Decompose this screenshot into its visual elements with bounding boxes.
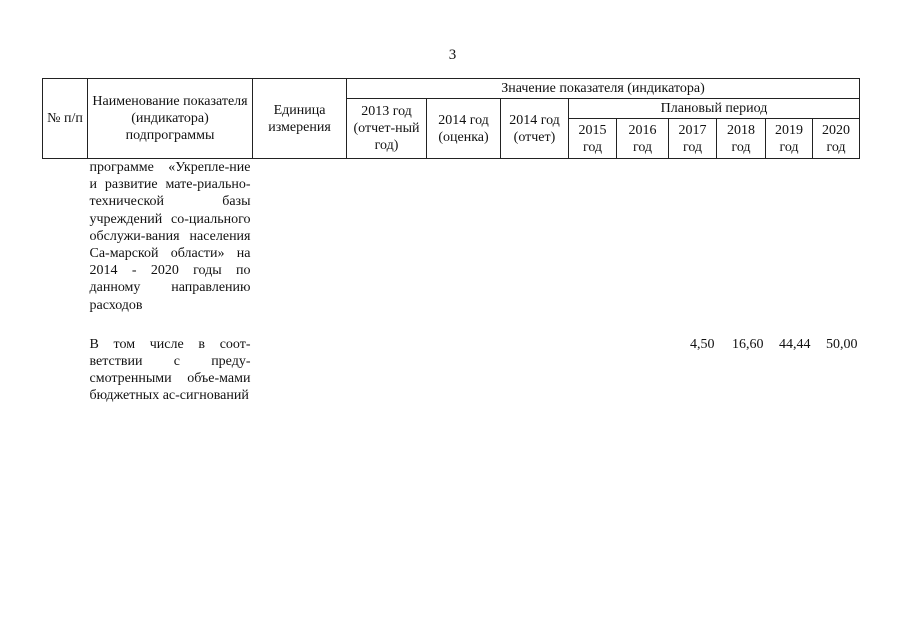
header-2014-estimate-text: 2014 год (оценка) (438, 112, 489, 145)
header-2014-report (501, 99, 569, 159)
header-2014-estimate (427, 99, 501, 159)
row-value-2015 (569, 336, 617, 405)
row-spacer (43, 314, 860, 336)
header-year-2017-text: 2017 год (678, 122, 707, 155)
row-value-2019 (766, 159, 813, 314)
row-2014-estimate-cell (427, 336, 501, 405)
header-values-group (347, 79, 860, 99)
table-row (43, 336, 860, 405)
header-unit-text: Единица измерения (268, 102, 331, 135)
row-value-2019: 44,44 (779, 336, 811, 352)
header-planned-period-text: Плановый период (660, 101, 768, 116)
row-2013-cell (347, 159, 427, 314)
header-year-2018 (717, 119, 766, 159)
row-value-2015 (569, 159, 617, 314)
header-year-2015-text: 2015 год (578, 122, 607, 155)
header-year-2015 (569, 119, 617, 159)
row-number-cell (43, 159, 88, 314)
header-2013 (347, 99, 427, 159)
row-number-cell (43, 336, 88, 405)
header-unit (253, 79, 347, 159)
row-2014-report-cell (501, 336, 569, 405)
header-year-2019-text: 2019 год (775, 122, 803, 155)
header-year-2020-text: 2020 год (822, 122, 850, 155)
header-year-2016 (617, 119, 669, 159)
header-indicator-name (88, 79, 253, 159)
row-value-2020: 50,00 (826, 336, 858, 352)
row-value-2020 (813, 159, 860, 314)
header-row-number-text: № п/п (47, 111, 83, 126)
row-unit-cell (253, 159, 347, 314)
header-year-2017 (669, 119, 717, 159)
row-2014-estimate-cell (427, 159, 501, 314)
header-values-group-text: Значение показателя (индикатора) (501, 81, 705, 96)
row-spacer-cell (43, 314, 860, 336)
header-planned-period (569, 99, 860, 119)
row-value-2017 (669, 159, 717, 314)
row-2013-cell (347, 336, 427, 405)
table-row (43, 159, 860, 314)
header-year-2016-text: 2016 год (628, 122, 657, 155)
header-2013-text: 2013 год (отчет-ный год) (353, 104, 420, 153)
indicators-table (42, 78, 860, 405)
row-value-2018 (717, 159, 766, 314)
header-year-2018-text: 2018 год (727, 122, 755, 155)
row-value-2016 (617, 159, 669, 314)
header-row-number (43, 79, 88, 159)
row-description: программе «Укрепле-ние и развитие мате-риально-технической базы учреждений со-циального обслужи-вания населения Са-марской области» на 2014 - 2020 годы по данному направлению расходов (89, 160, 251, 313)
row-value-2016 (617, 336, 669, 405)
header-year-2020 (813, 119, 860, 159)
row-2014-report-cell (501, 159, 569, 314)
row-value-2018: 16,60 (732, 336, 764, 352)
header-2014-report-text: 2014 год (отчет) (509, 112, 560, 145)
row-description: В том числе в соот-ветствии с преду-смотренными объе-мами бюджетных ас-сигнований (89, 336, 251, 404)
page-number: 3 (448, 47, 457, 63)
row-value-2017: 4,50 (690, 336, 715, 352)
header-indicator-name-text: Наименование показателя (индикатора) подпрограммы (92, 94, 248, 143)
header-year-2019 (766, 119, 813, 159)
row-unit-cell (253, 336, 347, 405)
